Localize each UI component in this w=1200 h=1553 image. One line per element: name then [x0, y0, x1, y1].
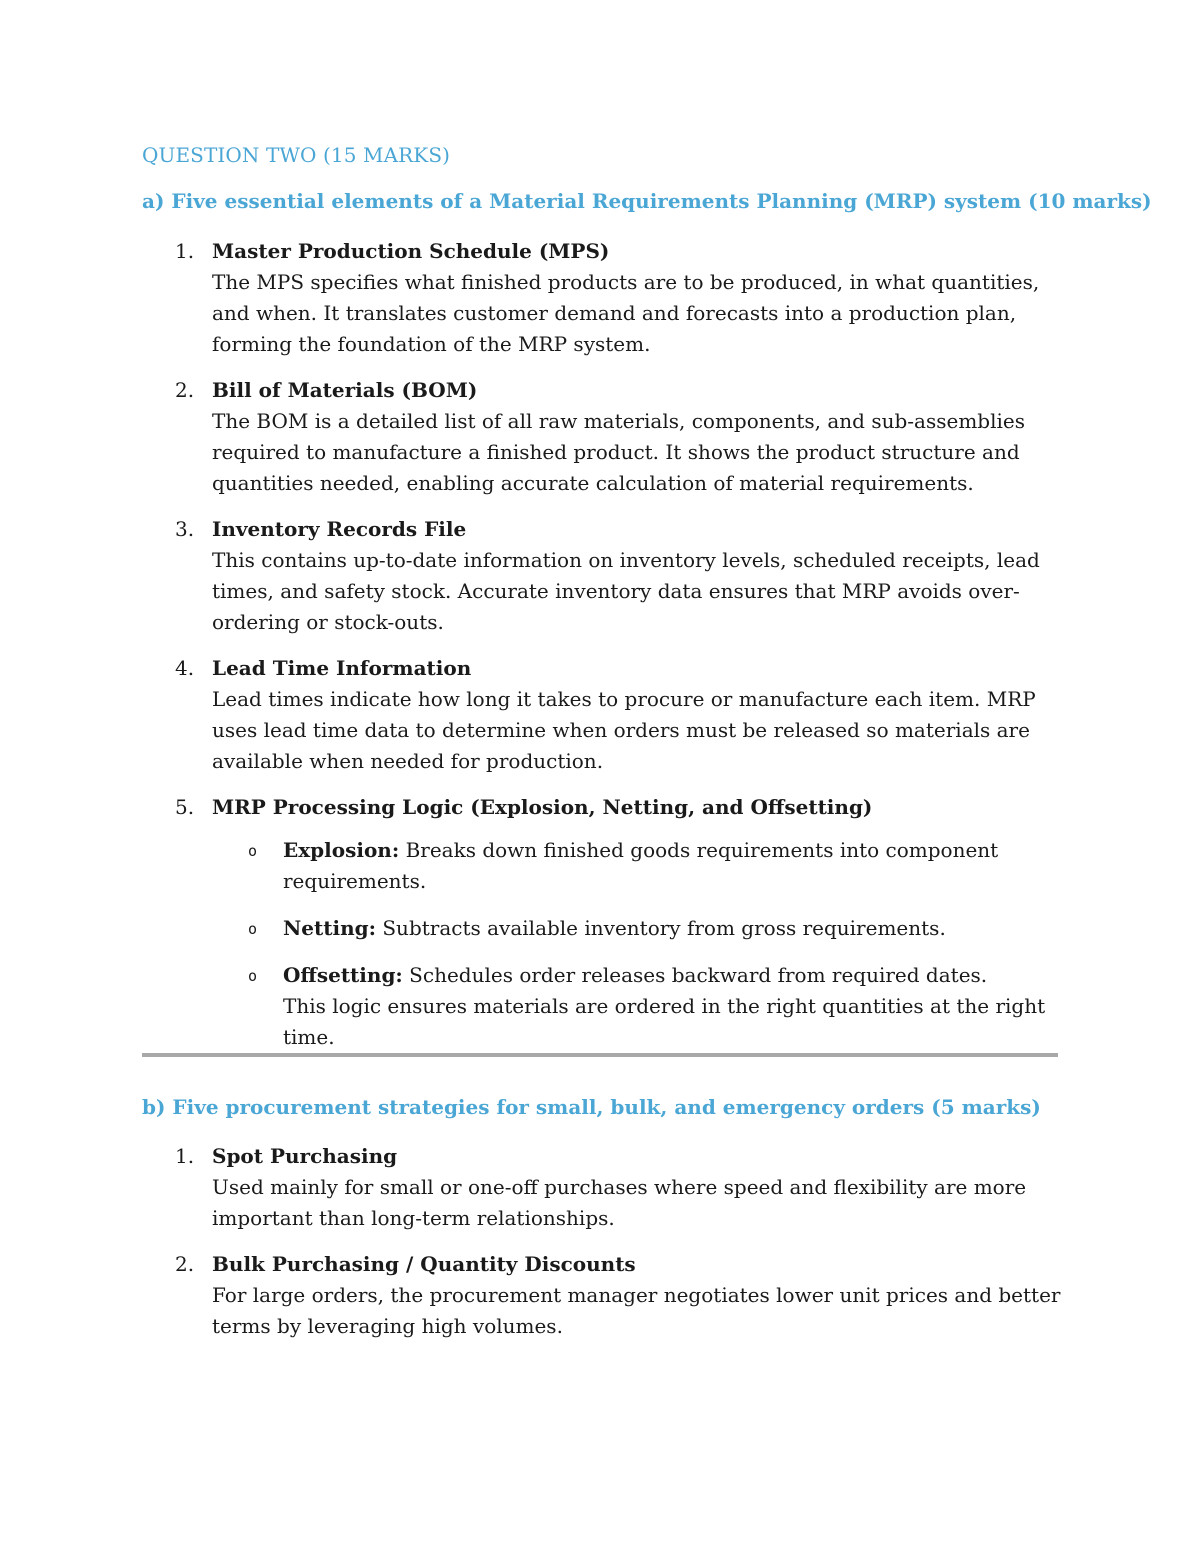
item-description: Used mainly for small or one-off purchases where speed and flexibility are more important than long-term relationships.	[212, 1175, 1027, 1230]
bullet-icon: o	[248, 842, 258, 860]
sub-item-text: Subtracts available inventory from gross requirements.	[376, 916, 946, 940]
item-description: The BOM is a detailed list of all raw materials, components, and sub-assemblies required to manufacture a finished product. It shows the product structure and quantities needed, enabling accurate calculation of material requirements.	[212, 409, 1025, 495]
list-item	[142, 792, 1072, 1053]
sub-list-item	[212, 960, 1072, 1053]
item-title: Inventory Records File	[212, 517, 467, 541]
section-b-heading: b) Five procurement strategies for small, bulk, and emergency orders (5 marks)	[142, 1095, 1041, 1119]
section-a-heading: a) Five essential elements of a Material Requirements Planning (MRP) system (10 marks)	[142, 189, 1152, 213]
item-title: Spot Purchasing	[212, 1144, 398, 1168]
list-item	[142, 653, 1072, 777]
sub-item-closing: This logic ensures materials are ordered in the right quantities at the right time.	[283, 994, 1046, 1049]
question-title: QUESTION TWO (15 MARKS)	[142, 143, 451, 167]
sub-item-text: Breaks down finished goods requirements into component requirements.	[283, 838, 999, 893]
item-number: 1.	[175, 239, 195, 263]
sub-item-list	[212, 835, 1072, 1053]
list-item	[142, 375, 1072, 499]
section-a-list	[142, 236, 1072, 1069]
item-number: 2.	[175, 1252, 195, 1276]
item-number: 4.	[175, 656, 195, 680]
item-title: Bulk Purchasing / Quantity Discounts	[212, 1252, 636, 1276]
item-number: 2.	[175, 378, 195, 402]
list-item	[142, 1249, 1072, 1342]
item-title: MRP Processing Logic (Explosion, Netting, and Offsetting)	[212, 795, 873, 819]
sub-item-title: Explosion:	[283, 838, 400, 862]
item-number: 3.	[175, 517, 195, 541]
item-number: 5.	[175, 795, 195, 819]
list-item	[142, 1141, 1072, 1234]
item-description: This contains up-to-date information on inventory levels, scheduled receipts, lead times, and safety stock. Accurate inventory data ensures that MRP avoids over-ordering or stock-outs.	[212, 548, 1040, 634]
item-title: Bill of Materials (BOM)	[212, 378, 478, 402]
sub-item-title: Offsetting:	[283, 963, 403, 987]
item-title: Master Production Schedule (MPS)	[212, 239, 610, 263]
section-b-list	[142, 1141, 1072, 1357]
item-description: The MPS specifies what finished products are to be produced, in what quantities, and when. It translates customer demand and forecasts into a production plan, forming the foundation of the MRP system.	[212, 270, 1040, 356]
bullet-icon: o	[248, 967, 258, 985]
sub-list-item	[212, 913, 1072, 944]
section-divider	[142, 1053, 1058, 1057]
sub-item-title: Netting:	[283, 916, 376, 940]
bullet-icon: o	[248, 920, 258, 938]
sub-list-item	[212, 835, 1072, 897]
list-item	[142, 514, 1072, 638]
item-number: 1.	[175, 1144, 195, 1168]
item-description: Lead times indicate how long it takes to procure or manufacture each item. MRP uses lead time data to determine when orders must be released so materials are available when needed for production.	[212, 687, 1036, 773]
item-title: Lead Time Information	[212, 656, 472, 680]
sub-item-text: Schedules order releases backward from required dates.	[402, 963, 988, 987]
item-description: For large orders, the procurement manager negotiates lower unit prices and better terms by leveraging high volumes.	[212, 1283, 1061, 1338]
list-item	[142, 236, 1072, 360]
